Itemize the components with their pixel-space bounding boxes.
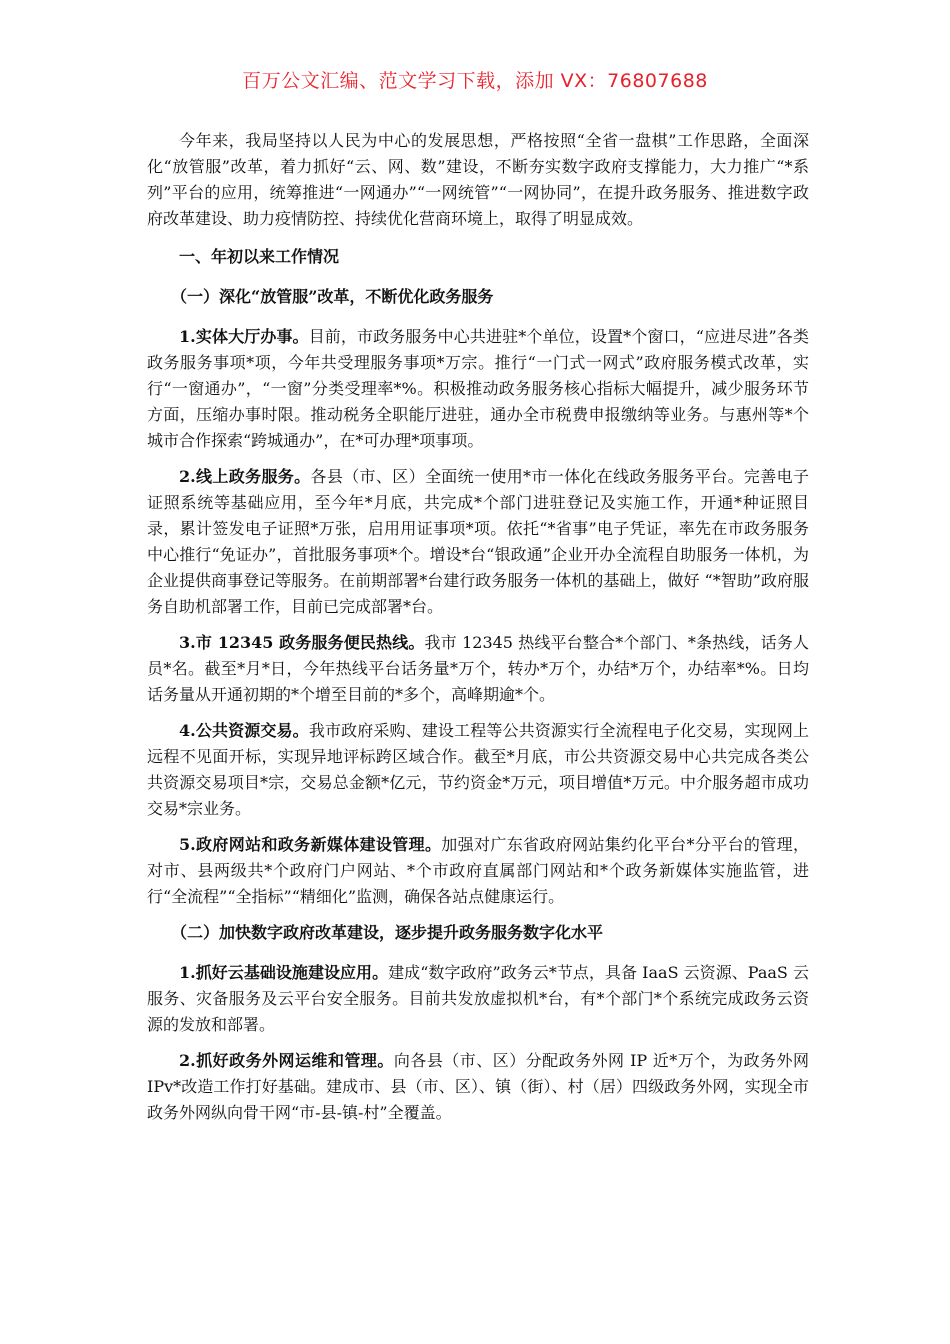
item-paragraph: [147, 718, 809, 822]
item-lead: 2.线上政务服务。: [179, 467, 311, 486]
item-lead: 2.抓好政务外网运维和管理。: [179, 1051, 394, 1070]
item-lead: 5.政府网站和政务新媒体建设管理。: [179, 835, 442, 854]
item-lead: 1.抓好云基础设施建设应用。: [179, 963, 389, 982]
watermark-banner: 百万公文汇编、范文学习下载，添加 VX：76807688: [242, 70, 708, 92]
subsection-heading: （一）深化“放管服”改革，不断优化政务服务: [171, 287, 494, 306]
item-text: 建成“数字政府”政务云*节点，具备 IaaS 云资源、PaaS 云服务、灾备服务及云平台安全服务。目前共发放虚拟机*台，有*个部门*个系统完成政务云资源的发放和部署。: [147, 963, 809, 1034]
item-paragraph: [147, 630, 809, 708]
document-body: [147, 128, 809, 1136]
item-paragraph: [147, 1048, 809, 1126]
subsection-heading: （二）加快数字政府改革建设，逐步提升政务服务数字化水平: [171, 923, 604, 942]
item-paragraph: [147, 324, 809, 454]
section-heading: 一、年初以来工作情况: [179, 247, 340, 266]
item-paragraph: [147, 464, 809, 620]
item-text: 加强对广东省政府网站集约化平台*分平台的管理，对市、县两级共*个政府门户网站、*个市政府直属部门网站和*个政务新媒体实施监管，进行“全流程”“全指标”“精细化”监测，确保各站点健康运行。: [147, 835, 809, 906]
item-text: 我市政府采购、建设工程等公共资源实行全流程电子化交易，实现网上远程不见面开标，实现异地评标跨区域合作。截至*月底，市公共资源交易中心共完成各类公共资源交易项目*宗，交易总金额*亿元，节约资金*万元，项目增值*万元。中介服务超市成功交易*宗业务。: [147, 721, 809, 818]
item-text: 我市 12345 热线平台整合*个部门、*条热线，话务人员*名。截至*月*日，今年热线平台话务量*万个，转办*万个，办结*万个，办结率*%。日均话务量从开通初期的*个增至目前的*多个，高峰期逾*个。: [147, 633, 810, 704]
item-lead: 1.实体大厅办事。: [179, 327, 309, 346]
item-text: 目前，市政务服务中心共进驻*个单位，设置*个窗口，“应进尽进”各类政务服务事项*项，今年共受理服务事项*万宗。推行“一门式一网式”政府服务模式改革，实行“一窗通办”，“一窗”分类受理率*%。积极推动政务服务核心指标大幅提升，减少服务环节方面，压缩办事时限。推动税务全职能厅进驻，通办全市税费申报缴纳等业务。与惠州等*个城市合作探索“跨城通办”，在*可办理*项事项。: [147, 327, 809, 450]
item-paragraph: [147, 832, 809, 910]
item-paragraph: [147, 960, 809, 1038]
intro-paragraph: 今年来，我局坚持以人民为中心的发展思想，严格按照“全省一盘棋”工作思路，全面深化“放管服”改革，着力抓好“云、网、数”建设，不断夯实数字政府支撑能力，大力推广“*系列”平台的应用，统筹推进“一网通办”“一网统管”“一网协同”，在提升政务服务、推进数字政府改革建设、助力疫情防控、持续优化营商环境上，取得了明显成效。: [147, 131, 809, 228]
item-lead: 4.公共资源交易。: [179, 721, 309, 740]
item-text: 各县（市、区）全面统一使用*市一体化在线政务服务平台。完善电子证照系统等基础应用，至今年*月底，共完成*个部门进驻登记及实施工作，开通*种证照目录，累计签发电子证照*万张，启用用证事项*项。依托“*省事”电子凭证，率先在市政务服务中心推行“免证办”，首批服务事项*个。增设*台“银政通”企业开办全流程自助服务一体机，为企业提供商事登记等服务。在前期部署*台建行政务服务一体机的基础上，做好 “*智助”政府服务自助机部署工作，目前已完成部署*台。: [147, 467, 809, 616]
item-lead: 3.市 12345 政务服务便民热线。: [179, 633, 425, 652]
item-text: 向各县（市、区）分配政务外网 IP 近*万个，为政务外网 IPv*改造工作打好基础。建成市、县（市、区）、镇（街）、村（居）四级政务外网，实现全市政务外网纵向骨干网“市-县-镇-村”全覆盖。: [147, 1051, 809, 1122]
